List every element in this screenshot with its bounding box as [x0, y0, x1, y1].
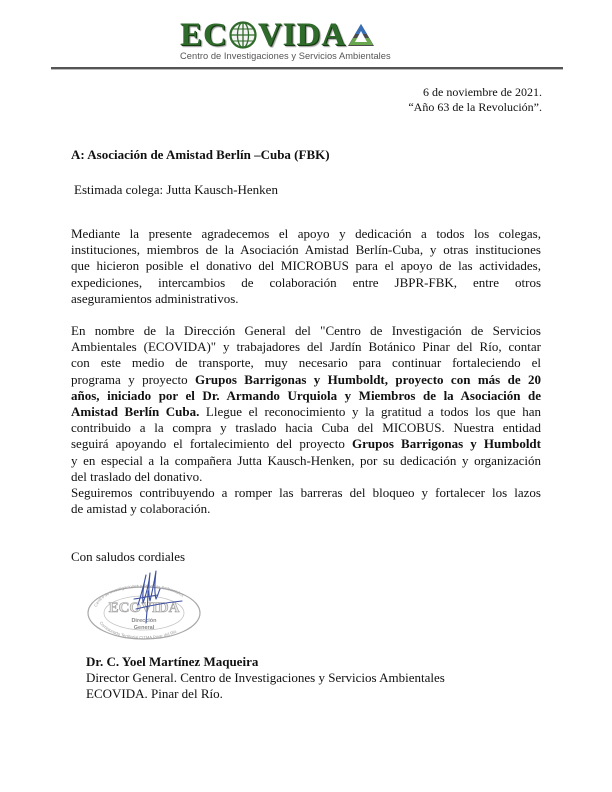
addressee: A: Asociación de Amistad Berlín –Cuba (FBK) — [71, 147, 330, 162]
stamp-outer-text-top: Centro de Investigaciones y Servicios Ambientales — [92, 582, 185, 608]
stamp-line-1: Dirección — [131, 618, 157, 624]
body-paragraph-3 — [71, 485, 541, 517]
paragraph-line: instituciones, miembros de la Asociación Amistad Berlín-Cuba, y otras instituciones — [71, 242, 541, 258]
date-block — [408, 85, 542, 115]
stamp-line-2: General — [133, 625, 155, 631]
paragraph-line — [71, 388, 541, 404]
body-paragraph-1 — [71, 226, 541, 307]
paragraph-line: expediciones, intercambios de colaboración entre JBPR-FBK, entre otros — [71, 274, 541, 290]
signer-name: Dr. C. Yoel Martínez Maqueira — [86, 654, 259, 669]
paragraph-line: Ambientales (ECOVIDA)" y trabajadores del Jardín Botánico Pinar del Río, contar — [71, 339, 541, 355]
paragraph-line: En nombre de la Dirección General del "Centro de Investigación de Servicios — [71, 323, 541, 338]
paragraph-line: que hicieron posible el donativo del MICROBUS para el apoyo de las actividades, — [71, 258, 541, 274]
header-divider — [51, 67, 563, 69]
paragraph-line — [71, 372, 541, 388]
paragraph-line: con este medio de transporte, muy necesario para continuar fortaleciendo el — [71, 355, 541, 371]
bold-text-run: Amistad Berlín Cuba. — [71, 403, 200, 419]
paragraph-line: del traslado del donativo. — [71, 468, 203, 484]
text-run: programa y proyecto — [71, 371, 195, 387]
bold-text-run: años, iniciado por el Dr. Armando Urquiola y Miembros de la Asociación de — [71, 387, 541, 403]
signer-organization: ECOVIDA. Pinar del Río. — [86, 686, 223, 701]
paragraph-line: y en especial a la compañera Jutta Kausch-Henken, por su dedicación y organización — [71, 452, 541, 468]
stamp-center-word: ECOVIDA — [108, 600, 180, 616]
signer-title: Director General. Centro de Investigaciones y Servicios Ambientales — [86, 670, 445, 685]
globe-icon — [229, 21, 257, 49]
text-run: Llegue el reconocimiento y la gratitud a todos los que han — [199, 403, 541, 419]
triangle-logo-icon — [347, 22, 375, 48]
paragraph-line — [71, 436, 541, 452]
logo-text-left: EC — [180, 17, 228, 53]
paragraph-line: de amistad y colaboración. — [71, 501, 211, 517]
paragraph-line: aseguramientos administrativos. — [71, 290, 239, 306]
stamp-outer-text-bottom: Comisionado Territorial CITMA Pinar del Río — [98, 620, 178, 641]
letter-date: 6 de noviembre de 2021. — [423, 85, 542, 99]
paragraph-line: Mediante la presente agradecemos el apoyo y dedicación a todos los colegas, — [71, 226, 541, 241]
greeting: Estimada colega: Jutta Kausch-Henken — [74, 182, 278, 197]
body-paragraph-2 — [71, 323, 541, 485]
paragraph-line: Seguiremos contribuyendo a romper las barreras del bloqueo y fortalecer los lazos — [71, 485, 541, 500]
official-stamp — [86, 565, 202, 641]
project-name-bold: Grupos Barrigonas y Humboldt, proyecto con más de 20 — [194, 371, 542, 387]
closing: Con saludos cordiales — [71, 549, 186, 564]
ecovida-logo — [180, 17, 405, 64]
project-name-bold: Grupos Barrigonas y Humboldt — [352, 436, 541, 452]
signature-block — [86, 654, 445, 702]
logo-wordmark — [180, 17, 375, 53]
year-motto: “Año 63 de la Revolución”. — [408, 100, 542, 114]
paragraph-line: contribuido a la compra y traslado hacia Cuba del MICOBUS. Nuestra entidad — [71, 420, 541, 436]
paragraph-line — [71, 404, 541, 420]
logo-text-right: VIDA — [257, 17, 347, 53]
text-run: seguirá apoyando el fortalecimiento del proyecto — [71, 436, 353, 452]
logo-subtitle: Centro de Investigaciones y Servicios Ambientales — [180, 51, 391, 61]
